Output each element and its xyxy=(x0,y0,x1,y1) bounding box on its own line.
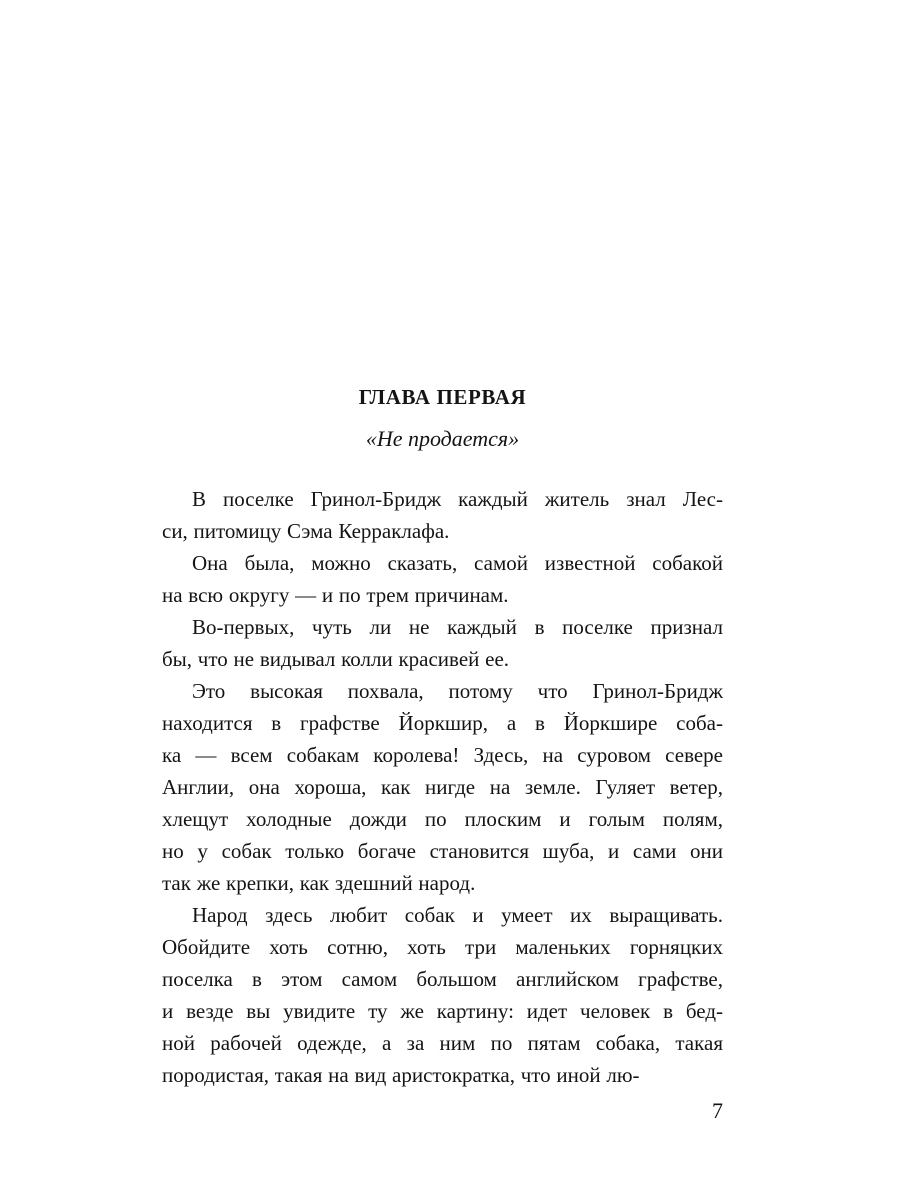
text-line: поселка в этом самом большом английском графстве, xyxy=(162,967,723,991)
paragraph xyxy=(162,611,723,675)
paragraph xyxy=(162,547,723,611)
text-line: ка — всем собакам королева! Здесь, на суровом севере xyxy=(162,743,723,767)
text-line: так же крепки, как здешний народ. xyxy=(162,871,476,895)
text-line: породистая, такая на вид аристократка, что иной лю- xyxy=(162,1063,640,1087)
paragraph xyxy=(162,675,723,899)
text-line: В поселке Гринол-Бридж каждый житель знал Лес- xyxy=(192,487,723,511)
text-block xyxy=(162,0,723,1200)
text-line: на всю округу — и по трем причинам. xyxy=(162,583,509,607)
text-line: находится в графстве Йоркшир, а в Йоркшире соба- xyxy=(162,711,723,735)
text-line: Народ здесь любит собак и умеет их выращивать. xyxy=(192,903,723,927)
page-number: 7 xyxy=(712,1098,723,1123)
text-line: Это высокая похвала, потому что Гринол-Бридж xyxy=(192,679,723,703)
text-line: Обойдите хоть сотню, хоть три маленьких горняцких xyxy=(162,935,723,959)
text-line: Во-первых, чуть ли не каждый в поселке признал xyxy=(192,615,723,639)
text-line: ной рабочей одежде, а за ним по пятам собака, такая xyxy=(162,1031,723,1055)
text-line: бы, что не видывал колли красивей ее. xyxy=(162,647,510,671)
chapter-title: ГЛАВА ПЕРВАЯ xyxy=(358,385,527,409)
text-line: Англии, она хороша, как нигде на земле. Гуляет ветер, xyxy=(162,775,723,799)
text-line: си, питомицу Сэма Керраклафа. xyxy=(162,519,450,543)
text-line: но у собак только богаче становится шуба, и сами они xyxy=(162,839,723,863)
paragraph xyxy=(162,483,723,547)
text-line: Она была, можно сказать, самой известной собакой xyxy=(192,551,723,575)
body-text xyxy=(162,483,723,1091)
text-line: хлещут холодные дожди по плоским и голым полям, xyxy=(162,807,723,831)
chapter-subtitle: «Не продается» xyxy=(365,426,520,451)
paragraph xyxy=(162,899,723,1091)
text-line: и везде вы увидите ту же картину: идет человек в бед- xyxy=(162,999,723,1023)
